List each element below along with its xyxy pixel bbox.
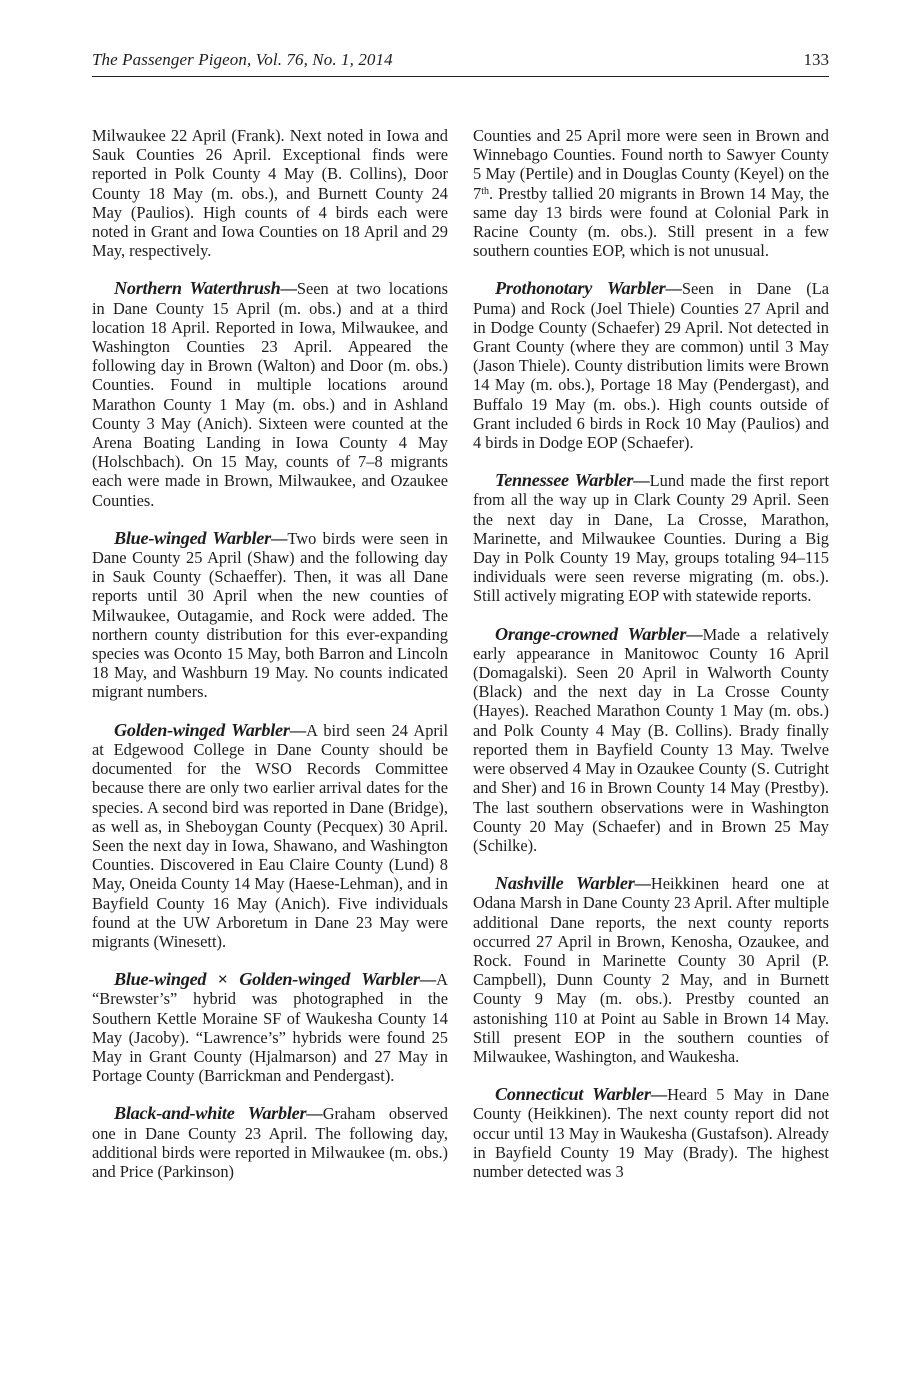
species-account: Made a relatively early appearance in Manitowoc County 16 April (Domagalski). Seen 20 April in Walworth County (Black) and the next day in La Crosse County (Hayes). Reached Marathon County 1 May (m. obs.) and Polk County 4 May (B. Collins). Brady finally reported them in Bayfield County 13 May. Twelve were observed 4 May in Ozaukee County (S. Cutright and Sher) and 16 in Brown County 14 May (Prestby). The last southern observations were in Washington County 20 May (Schaefer) and in Brown 25 May (Schilke). [473,624,829,855]
species-name: Blue-winged Warbler [114,527,271,548]
species-name: Golden-winged Warbler [114,719,290,740]
species-account: Seen at two locations in Dane County 15 April (m. obs.) and at a third location 18 April. Reported in Iowa, Milwaukee, and Washington Counties 23 April. Appeared the following day in Brown (Walton) and Door (m. obs.) Counties. Found in multiple locations around Marathon County 1 May (m. obs.) and in Ashland County 3 May (Anich). Sixteen were counted at the Arena Boating Landing in Iowa County 4 May (Holschbach). On 15 May, counts of 7–8 migrants each were made in Brown, Milwaukee, and Ozaukee Counties. [92,279,448,510]
continuation-text-part-1: Counties and 25 April more were seen in Brown and Winnebago Counties. Found north to Sawyer County 5 May (Pertile) and in Douglas County (Keyel) on the 7 [473,126,829,203]
species-entry-tennessee-warbler [473,471,829,605]
species-entry-hybrid-warbler [92,970,448,1085]
page-number: 133 [803,50,829,69]
species-account: A “Brewster’s” hybrid was photographed in the Southern Kettle Moraine SF of Waukesha County 14 May (Jacoby). “Lawrence’s” hybrids were found 25 May in Grant County (Hjalmarson) and 27 May in Portage County (Barrickman and Pendergast). [92,970,448,1086]
header-rule [92,76,829,77]
species-account: Graham observed one in Dane County 23 April. The following day, additional birds were reported in Milwaukee (m. obs.) and Price (Parkinson) [92,1104,448,1181]
species-name: Orange-crowned Warbler [495,623,687,644]
species-account: Two birds were seen in Dane County 25 April (Shaw) and the following day in Sauk County (Schaeffer). Then, it was all Dane reports until 30 April when the new counties of Milwaukee, Outagamie, and Rock were added. The northern county distribution for this ever-expanding species was Oconto 15 May, both Barron and Lincoln 18 May, and Washburn 19 May. No counts indicated migrant numbers. [92,528,448,702]
species-name: Prothonotary Warbler [495,278,666,299]
species-account: A bird seen 24 April at Edgewood College in Dane County should be documented for the WSO Records Committee because there are only two earlier arrival dates for the species. A second bird was reported in Dane (Bridge), as well as, in Sheboygan County (Pecquex) 30 April. Seen the next day in Iowa, Shawano, and Washington Counties. Discovered in Eau Claire County (Lund) 8 May, Oneida County 14 May (Haese-Lehman), and in Bayfield County 16 May (Anich). Five individuals found at the UW Arboretum in Dane 23 May were migrants (Winesett). [92,720,448,951]
hybrid-separator: × [206,969,240,990]
species-entry-northern-waterthrush [92,279,448,509]
entry-dash: — [280,279,297,299]
species-entry-orange-crowned-warbler [473,625,829,855]
journal-title: The Passenger Pigeon, Vol. 76, No. 1, 2014 [92,50,393,69]
species-name: Nashville Warbler [495,873,635,894]
entry-dash: — [665,279,682,299]
species-entry-prothonotary-warbler [473,279,829,452]
entry-dash: — [650,1085,668,1105]
running-header [92,48,829,74]
species-entry-blue-winged-warbler [92,529,448,702]
species-name: Black-and-white Warbler [114,1103,307,1124]
entry-dash: — [289,720,307,740]
species-name-part-1: Blue-winged [114,969,207,990]
species-entry-golden-winged-warbler [92,721,448,951]
species-entry-black-and-white-warbler [92,1104,448,1181]
species-name: Northern Waterthrush [114,278,281,299]
species-entry-nashville-warbler [473,874,829,1066]
species-account: Seen in Dane (La Puma) and Rock (Joel Thiele) Counties 27 April and in Dodge County (Schaefer) 29 April. Not detected in Grant County (where they are common) until 3 May (Jason Thiele). County distribution limits were Brown 14 May (m. obs.), Portage 18 May (Pendergast), and Buffalo 19 May (m. obs.). High counts outside of Grant included 6 birds in Rock 10 May (Paulios) and 4 birds in Dodge EOP (Schaefer). [473,279,829,453]
continuation-paragraph: Milwaukee 22 April (Frank). Next noted in Iowa and Sauk Counties 26 April. Exceptional finds were reported in Polk County 4 May (B. Collins), Door County 18 May (m. obs.), and Burnett County 24 May (Paulios). High counts of 4 birds each were noted in Grant and Iowa Counties on 18 April and 29 May, respectively. [92,126,448,261]
species-account: Lund made the first report from all the way up in Clark County 29 April. Seen the next day in Dane, La Crosse, Marathon, Marinette, and Milwaukee Counties. During a Big Day in Polk County 19 May, groups totaling 94–115 individuals were seen reverse migrating (m. obs.). Still actively migrating EOP with statewide reports. [473,471,830,606]
continuation-paragraph [473,126,829,260]
entry-dash: — [633,471,650,491]
entry-dash: — [270,528,288,548]
species-entry-connecticut-warbler [473,1085,829,1181]
entry-dash: — [306,1104,323,1124]
species-account: Heard 5 May in Dane County (Heikkinen). The next county report did not occur until 13 May in Waukesha (Gustafson). Already in Bayfield County 19 May (Brady). The highest number detected was 3 [473,1085,829,1181]
right-column [473,126,829,1200]
entry-dash: — [419,970,437,990]
left-column [92,126,448,1200]
continuation-text-part-2: . Prestby tallied 20 migrants in Brown 14 May, the same day 13 birds were found at Colonial Park in Racine County (m. obs.). Still present in a few southern counties EOP, which is not unusual. [473,183,829,261]
species-name: Tennessee Warbler [495,470,634,491]
species-name-part-2: Golden-winged Warbler [239,969,420,990]
species-name: Connecticut Warbler [495,1084,651,1105]
entry-dash: — [686,624,703,644]
entry-dash: — [634,874,651,894]
ordinal-suffix: th [481,185,489,197]
species-account: Heikkinen heard one at Odana Marsh in Dane County 23 April. After multiple additional Dane reports, the next county reports occurred 27 April in Brown, Kenosha, Ozaukee, and Rock. Found in Marinette County 30 April (P. Campbell), Dunn County 2 May, and in Burnett County 9 May (m. obs.). Prestby counted an astonishing 110 at Point au Sable in Brown 14 May. Still present EOP in the southern counties of Milwaukee, Washington, and Waukesha. [473,874,830,1066]
